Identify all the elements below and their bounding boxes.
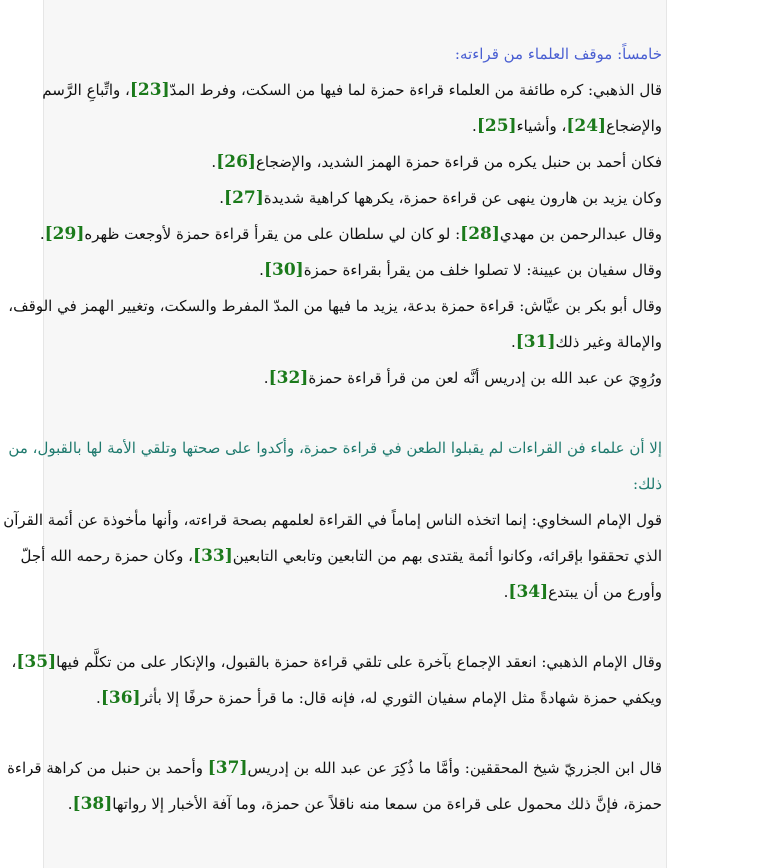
paragraph-line: ذلك:	[633, 475, 662, 493]
footnote-link[interactable]: [38]	[72, 794, 113, 814]
paragraph-line: وقال الإمام الذهبي: انعقد الإجماع بآخرة على تلقي قراءة حمزة بالقبول، والإنكار على من تكلَّم فيها[35]،	[11, 652, 662, 672]
paragraph-gap	[46, 396, 662, 430]
paragraph-line: ورُوِيَ عن عبد الله بن إدريس أنَّه لعن من قرأ قراءة حمزة[32].	[263, 368, 662, 388]
footnote-link[interactable]: [33]	[193, 546, 233, 566]
paragraph-line: وقال سفيان بن عيينة: لا تصلوا خلف من يقرأ بقراءة حمزة[30].	[259, 260, 662, 280]
paragraph-gap	[46, 610, 662, 644]
paragraph-line: إلا أن علماء فن القراءات لم يقبلوا الطعن في قراءة حمزة، وأكدوا على صحتها وتلقي الأمة لها بالقبول، من	[8, 439, 662, 457]
article-text	[3, 0, 666, 822]
paragraph-line: وكان يزيد بن هارون ينهى عن قراءة حمزة، يكرهها كراهية شديدة[27].	[219, 188, 662, 208]
paragraph-line: والإضجاع[24]، وأشياء[25].	[472, 116, 662, 136]
paragraph-line: الذي تحققوا بإقرائه، وكانوا أئمة يقتدى بهم من التابعين وتابعي التابعين[33]، وكان حمزة رحمه الله أجلّ	[20, 546, 662, 566]
paragraph-line: قال ابن الجزريّ شيخ المحققين: وأمَّا ما ذُكِرَ عن عبد الله بن إدريس[37] وأحمد بن حنبل من كراهة قراءة	[7, 758, 662, 778]
footnote-link[interactable]: [30]	[263, 260, 304, 280]
footnote-link[interactable]: [27]	[224, 188, 264, 208]
article-content	[3, 0, 666, 868]
section-heading: خامساً: موقف العلماء من قراءته:	[454, 45, 662, 63]
footnote-link[interactable]: [31]	[515, 332, 556, 352]
paragraph-line: قال الذهبي: كره طائفة من العلماء قراءة حمزة لما فيها من السكت، وفرط المدّ[23]، واتِّباعِ الرَّسم	[42, 80, 662, 100]
paragraph-line: والإمالة وغير ذلك[31].	[510, 332, 662, 352]
footnote-link[interactable]: [29]	[44, 224, 85, 244]
footnote-link[interactable]: [26]	[216, 152, 256, 172]
paragraph-gap	[46, 716, 662, 750]
paragraph-line: وقال عبدالرحمن بن مهدي[28]: لو كان لي سلطان على من يقرأ قراءة حمزة لأوجعت ظهره[29].	[39, 224, 662, 244]
footnote-link[interactable]: [36]	[100, 688, 141, 708]
paragraph-line: وقال أبو بكر بن عيَّاش: قراءة حمزة بدعة، يزيد ما فيها من المدّ المفرط والسكت، وتغيير الهمز في الوقف،	[8, 297, 662, 315]
paragraph-line: ويكفي حمزة شهادةً مثل الإمام سفيان الثوري له، فإنه قال: ما قرأ حمزة حرفًا إلا بأثر[36].	[96, 688, 662, 708]
footnote-link[interactable]: [37]	[207, 758, 248, 778]
footnote-link[interactable]: [23]	[129, 80, 170, 100]
paragraph-line: حمزة، فإنَّ ذلك محمول على قراءة من سمعا منه ناقلاً عن حمزة، وما آفة الأخبار إلا رواتها[38].	[67, 794, 662, 814]
paragraph-line: قول الإمام السخاوي: إنما اتخذه الناس إماماً في القراءة لعلمهم بصحة قراءته، وأنها مأخوذة عن أئمة القرآن	[3, 511, 662, 529]
footnote-link[interactable]: [35]	[16, 652, 57, 672]
footnote-link[interactable]: [32]	[268, 368, 309, 388]
footnote-link[interactable]: [28]	[460, 224, 500, 244]
paragraph-line: فكان أحمد بن حنبل يكره من قراءة حمزة الهمز الشديد، والإضجاع[26].	[211, 152, 662, 172]
footnote-link[interactable]: [25]	[476, 116, 517, 136]
footnote-link[interactable]: [34]	[508, 582, 549, 602]
right-margin	[666, 0, 774, 868]
footnote-link[interactable]: [24]	[566, 116, 607, 136]
paragraph-line: وأورع من أن يبتدع[34].	[503, 582, 662, 602]
